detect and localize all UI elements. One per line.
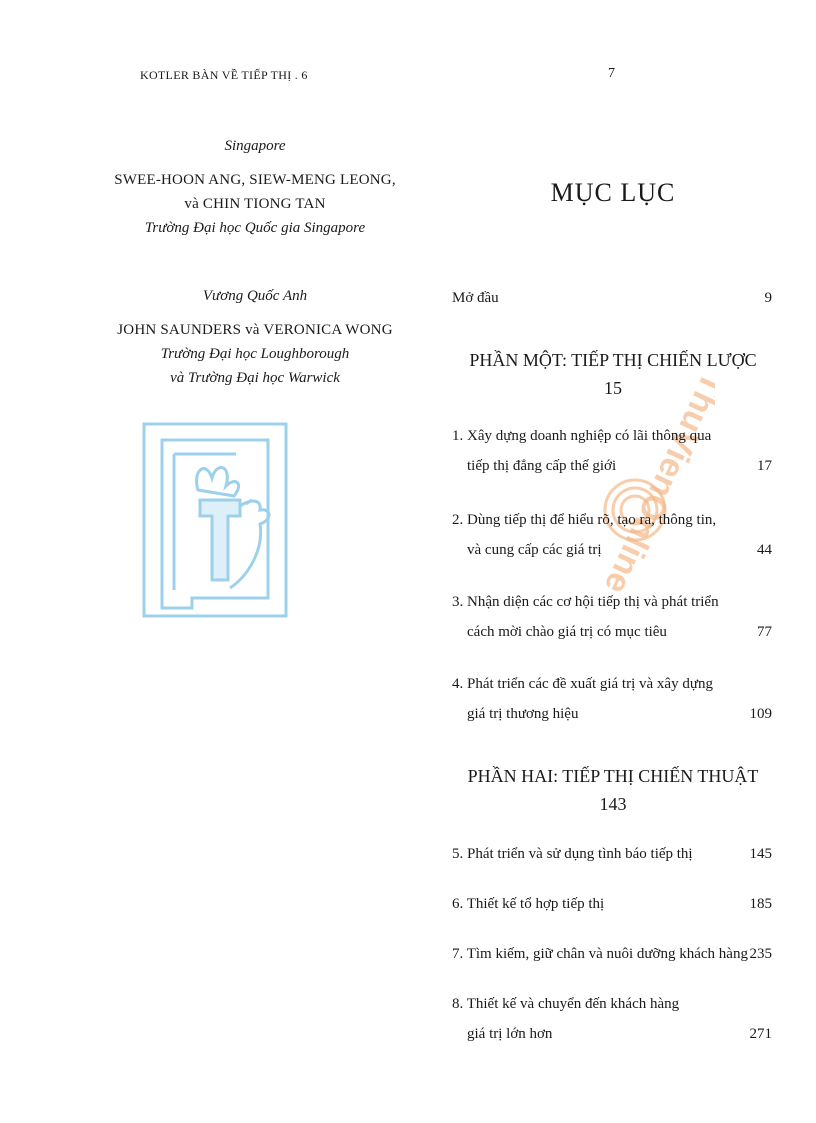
toc-chapter[interactable] <box>452 594 772 644</box>
contributor-country: Vương Quốc Anh <box>202 288 308 304</box>
toc-part-page: 143 <box>599 794 627 814</box>
toc-chapter-page: 185 <box>749 896 772 912</box>
toc-chapter-page: 77 <box>757 624 772 640</box>
publisher-dove-t-logo-icon <box>140 420 290 620</box>
toc-chapter-line: 3. Nhận diện các cơ hội tiếp thị và phát triển <box>452 594 719 610</box>
contributor-names: SWEE-HOON ANG, SIEW-MENG LEONG, <box>114 172 396 188</box>
toc-chapter-page: 271 <box>749 1026 772 1042</box>
toc-chapter[interactable] <box>452 996 772 1046</box>
toc-chapter-line: giá trị lớn hơn <box>467 1026 553 1042</box>
toc-chapter-line: giá trị thương hiệu <box>467 706 579 722</box>
toc-part-heading[interactable] <box>455 346 771 402</box>
toc-chapter[interactable] <box>452 946 772 968</box>
toc-part-title: PHẦN MỘT: TIẾP THỊ CHIẾN LƯỢC <box>469 350 757 370</box>
toc-chapter[interactable] <box>452 846 772 868</box>
toc-chapter-line: cách mời chào giá trị có mục tiêu <box>467 624 667 640</box>
toc-part-heading[interactable] <box>455 762 771 818</box>
toc-chapter-page: 109 <box>749 706 772 722</box>
contributor-block-singapore <box>60 134 450 240</box>
toc-part-page: 15 <box>604 378 622 398</box>
toc-chapter-page: 145 <box>749 846 772 862</box>
contributor-block-uk <box>60 284 450 390</box>
toc-chapter-line: 8. Thiết kế và chuyển đến khách hàng <box>452 996 680 1012</box>
toc-chapter-line: 6. Thiết kế tổ hợp tiếp thị <box>452 896 605 912</box>
toc-chapter-line: 7. Tìm kiếm, giữ chân và nuôi dưỡng khách hàng <box>452 946 748 962</box>
toc-chapter[interactable] <box>452 512 772 562</box>
contributor-institution: và Trường Đại học Warwick <box>170 370 340 386</box>
toc-chapter-line: và cung cấp các giá trị <box>467 542 602 558</box>
toc-chapter-page: 235 <box>749 946 772 962</box>
contributor-country: Singapore <box>224 138 286 154</box>
toc-entry-label: Mở đầu <box>452 290 499 306</box>
publisher-logo <box>140 420 290 620</box>
toc-title: MỤC LỤC <box>550 178 676 207</box>
page-number: 7 <box>608 66 616 81</box>
toc-chapter-line: 1. Xây dựng doanh nghiệp có lãi thông qua <box>452 428 712 444</box>
toc-chapter-line: 4. Phát triển các đề xuất giá trị và xây dựng <box>452 676 713 692</box>
toc-chapter[interactable] <box>452 428 772 478</box>
toc-entry-page: 9 <box>764 290 772 306</box>
contributor-names: và CHIN TIONG TAN <box>184 196 326 212</box>
contributor-names: JOHN SAUNDERS và VERONICA WONG <box>117 322 393 338</box>
toc-chapter-page: 44 <box>757 542 772 558</box>
toc-chapter-page: 17 <box>757 458 772 474</box>
contributor-institution: Trường Đại học Quốc gia Singapore <box>144 220 366 236</box>
toc-chapter-line: 2. Dùng tiếp thị để hiểu rõ, tạo ra, thông tin, <box>452 512 717 528</box>
toc-chapter[interactable] <box>452 896 772 918</box>
running-title: KOTLER BÀN VỀ TIẾP THỊ . 6 <box>140 68 308 82</box>
toc-chapter[interactable] <box>452 676 772 726</box>
toc-part-title: PHẦN HAI: TIẾP THỊ CHIẾN THUẬT <box>467 766 759 786</box>
toc-chapter-line: tiếp thị đẳng cấp thế giới <box>467 458 617 474</box>
toc-chapter-line: 5. Phát triển và sử dụng tình báo tiếp thị <box>452 846 693 862</box>
watermark-text: ThuVienOnline <box>596 366 715 600</box>
contributor-institution: Trường Đại học Loughborough <box>160 346 350 362</box>
